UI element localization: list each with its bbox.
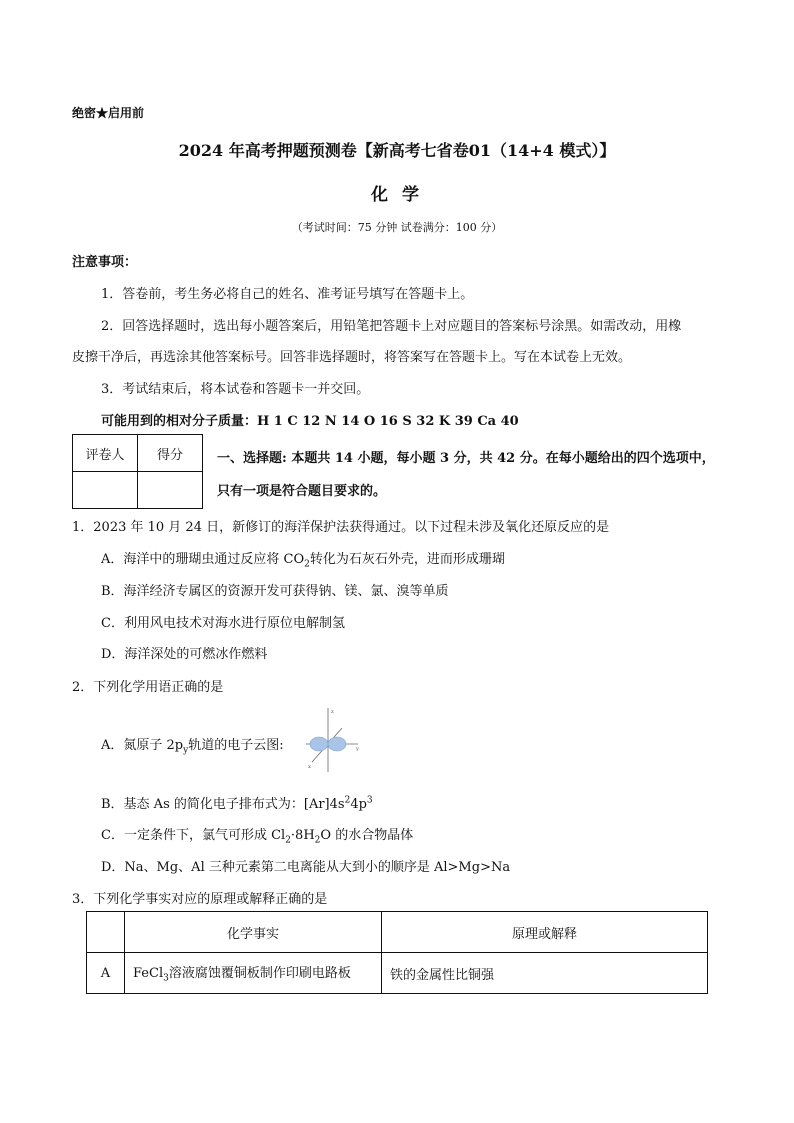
secret-label: 绝密★启用前 (72, 106, 145, 120)
q3-row-a-fact-sub: 3 (163, 973, 169, 984)
q3-table (86, 911, 708, 994)
grader-header: 评卷人 (73, 435, 138, 472)
q1-stem: 1．2023 年 10 月 24 日，新修订的海洋保护法获得通过。以下过程未涉及氧化还原反应的是 (72, 520, 610, 535)
section1-line2: 只有一项是符合题目要求的。 (217, 484, 387, 499)
note-item-3: 3．考试结束后，将本试卷和答题卡一并交回。 (101, 382, 370, 397)
q2-a-text-2: 轨道的电子云图: (188, 738, 284, 753)
q2-option-b (101, 793, 373, 812)
axis-label-x: x (308, 764, 311, 770)
q1-option-b: B．海洋经济专属区的资源开发可获得钠、镁、氯、溴等单质 (101, 584, 449, 599)
grader-table (72, 434, 203, 509)
q3-header-reason: 原理或解释 (382, 912, 708, 953)
axis-label-y: y (356, 746, 359, 752)
q2-option-d: D．Na、Mg、Al 三种元素第二电离能从大到小的顺序是 Al>Mg>Na (101, 860, 511, 875)
score-header: 得分 (138, 435, 203, 472)
q3-header-blank (87, 912, 125, 953)
q2-c-text: C．一定条件下，氯气可形成 Cl (101, 828, 286, 843)
p-orbital-diagram (298, 706, 364, 776)
q2-b-text: B．基态 As 的简化电子排布式为：[Ar]4s (101, 797, 345, 812)
orbital-lobe-right (328, 737, 346, 751)
q2-c-sub1: 2 (285, 835, 291, 846)
notes-heading: 注意事项： (72, 255, 138, 270)
q3-row-a-fact (125, 953, 382, 994)
q3-row-a-label: A (87, 953, 125, 994)
q3-row-a-fact-text: FeCl (133, 966, 164, 982)
axis-label-z: z (331, 709, 334, 715)
q1-a-text: A．海洋中的珊瑚虫通过反应将 CO (101, 552, 305, 567)
atomic-masses: 可能用到的相对分子质量：H 1 C 12 N 14 O 16 S 32 K 39 Ca 40 (101, 414, 519, 429)
q1-option-d: D．海洋深处的可燃冰作燃料 (101, 647, 268, 662)
note-item-2-cont: 皮擦干净后，再选涂其他答案标号。回答非选择题时，将答案写在答题卡上。写在本试卷上无效。 (72, 350, 632, 365)
q1-a-sub: 2 (304, 559, 310, 570)
q3-row-a-fact-text-2: 溶液腐蚀覆铜板制作印刷电路板 (168, 966, 351, 982)
exam-title: 2024 年高考押题预测卷【新高考七省卷01（14+4 模式）】 (178, 141, 616, 160)
q2-c-text-2: O 的水合物晶体 (320, 828, 414, 843)
section1-line1: 一、选择题: 本题共 14 小题，每小题 3 分，共 42 分。在每小题给出的四个选项中， (217, 451, 715, 466)
orbital-lobe-left (310, 737, 328, 751)
note-item-2: 2．回答选择题时，选出每小题答案后，用铅笔把答题卡上对应题目的答案标号涂黑。如需改动，用橡 (101, 319, 682, 334)
q2-b-sup2: 3 (366, 795, 373, 806)
q3-stem: 3．下列化学事实对应的原理或解释正确的是 (72, 892, 328, 907)
q2-b-sup1: 2 (344, 795, 351, 806)
score-cell (138, 472, 203, 509)
q2-b-mid: 4p (350, 797, 367, 812)
q2-option-a (101, 734, 284, 756)
q2-option-c (101, 824, 413, 846)
q2-a-sub: y (183, 745, 189, 756)
q3-row-a-reason: 铁的金属性比铜强 (382, 953, 708, 994)
exam-time-info: （考试时间：75 分钟 试卷满分：100 分） (291, 221, 503, 234)
q1-option-c: C．利用风电技术对海水进行原位电解制氢 (101, 616, 345, 631)
q2-stem: 2．下列化学用语正确的是 (72, 680, 224, 695)
subject-title: 化 学 (371, 185, 423, 205)
q1-a-text-2: 转化为石灰石外壳，进而形成珊瑚 (309, 552, 505, 567)
grader-cell (73, 472, 138, 509)
q2-c-mid: ·8H (290, 828, 315, 843)
q2-c-sub2: 2 (314, 835, 321, 846)
q1-option-a (101, 548, 505, 570)
note-item-1: 1．答卷前，考生务必将自己的姓名、准考证号填写在答题卡上。 (101, 287, 474, 302)
q2-a-text: A．氮原子 2p (101, 738, 184, 753)
q3-header-fact: 化学事实 (125, 912, 382, 953)
